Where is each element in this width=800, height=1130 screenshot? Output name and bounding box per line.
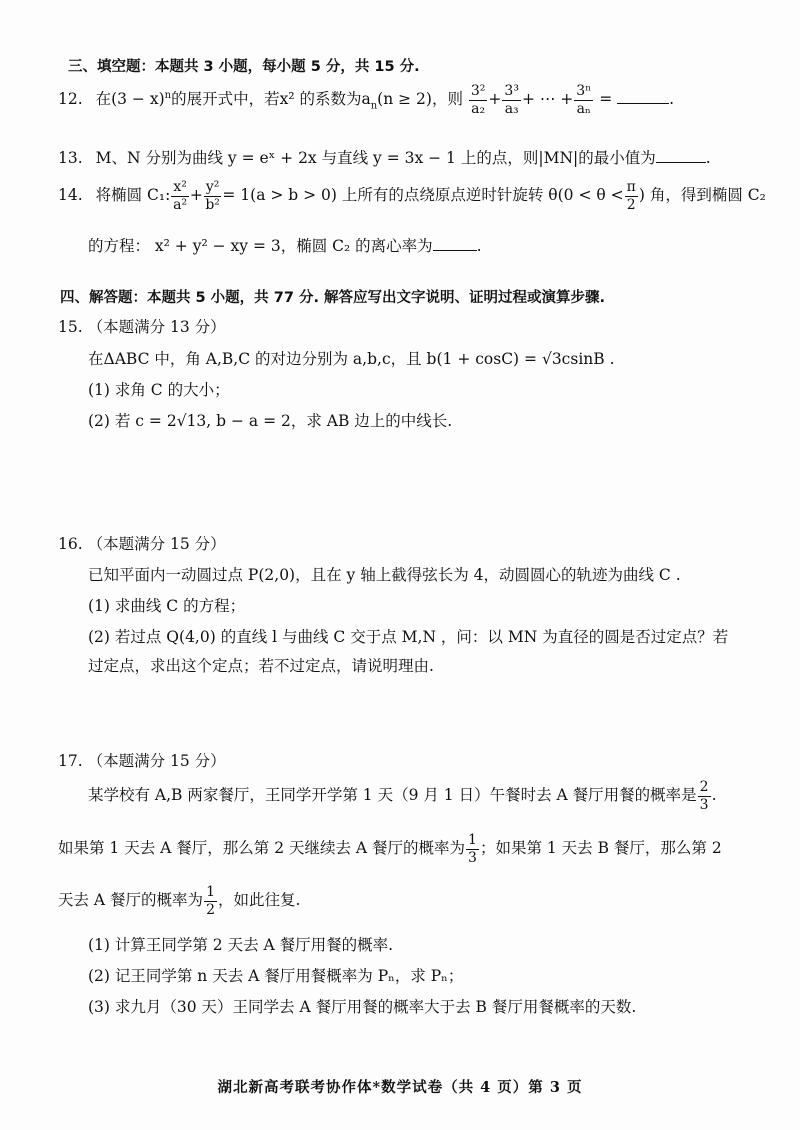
q17-sentence-2 [58,833,800,865]
q13-text: M、N 分别为曲线 y = eˣ + 2x 与直线 y = 3x − 1 上的点，则|MN|的最小值为 [95,149,656,167]
q14-plus: + [189,186,203,205]
q15-header: 15. （本题满分 13 分） [58,318,226,336]
q16-part-2b: 过定点，求出这个定点；若不过定点，请说明理由. [88,657,434,675]
q17-sentence-3 [58,885,800,917]
q16-header: 16. （本题满分 15 分） [58,535,226,553]
q15-stem: 在ΔABC 中，角 A,B,C 的对边分别为 a,b,c，且 b(1 + cosC) = √3csinB . [88,350,615,368]
q14-fraction-x: $\frac{\text{x²}}{\text{a²}}$ [173,179,188,213]
section-4-title: 四、解答题：本题共 5 小题，共 77 分. 解答应写出文字说明、证明过程或演算步骤. [60,290,606,306]
q17-header: 17. （本题满分 15 分） [58,752,226,770]
q17-s2-text: 如果第 1 天去 A 餐厅，那么第 2 天继续去 A 餐厅的概率为 [58,839,466,858]
q17-part-1: (1) 计算王同学第 2 天去 A 餐厅用餐的概率. [88,936,394,954]
q12-exp: n [164,90,172,102]
q16-stem: 已知平面内一动圆过点 P(2,0)，且在 y 轴上截得弦长为 4，动圆圆心的轨迹为曲线 C . [88,566,681,584]
q17-s2-end: ；如果第 1 天去 B 餐厅，那么第 2 [479,839,722,858]
q12-number: 12. [58,90,83,109]
q12-fraction-1: $\frac{\text{3²}}{\text{a₂}}$ [470,83,486,117]
q17-s1-text: 某学校有 A,B 两家餐厅，王同学开学第 1 天（9 月 1 日）午餐时去 A 餐厅用餐的概率是 [88,786,697,805]
q15-part-1: (1) 求角 C 的大小； [88,381,230,399]
page-footer: 湖北新高考联考协作体*数学试卷（共 4 页）第 3 页 [217,1079,583,1096]
q12-fraction-2: $\frac{\text{3³}}{\text{a₃}}$ [504,83,519,117]
q17-s3-end: ，如此往复. [217,891,301,910]
question-12: 12. 在$(3 - x)^n$的展开式中，若x² 的系数为$a_n(n \ge 2)$，则 $\frac{\text{3²}}{\text{a₂}}$ + $\frac{\text{3³}}{\text{a₃}}$ + ⋯ + $\frac{\text{3ⁿ}}{\text{aₙ}}$ = . [58,83,675,117]
q12-sub: n [370,100,378,112]
q12-cond: (n ≥ 2)，则 [377,90,463,109]
question-14 [58,180,800,212]
q14-text-c: ) 角，得到椭圆 C₂ [638,186,766,205]
q16-part-2a: (2) 若过点 Q(4,0) 的直线 l 与曲线 C 交于点 M,N ，问：以 MN 为直径的圆是否过定点？若 [88,628,729,646]
section-3-title: 三、填空题：本题共 3 小题，每小题 5 分，共 15 分. [68,59,420,75]
q16-part-1: (1) 求曲线 C 的方程； [88,597,246,615]
q14-fraction-pi: $\frac{\pi}{2}$ [626,179,636,213]
question-14-line-2: 的方程： x² + y² − xy = 3，椭圆 C₂ 的离心率为 . [88,237,482,255]
q12-pre: 在(3 − x) [95,90,165,109]
q13-number: 13. [58,149,83,167]
q12-equals: = [599,90,613,109]
q14-text-b: = 1(a > b > 0) 上所有的点绕原点逆时针旋转 θ(0 < θ < [222,186,624,205]
q17-fraction-2-3: $\frac{2}{3}$ [699,779,709,813]
q13-answer-blank [656,162,706,163]
question-13: 13. M、N 分别为曲线 y = eˣ + 2x 与直线 y = 3x − 1 上的点，则|MN|的最小值为 . [58,149,711,167]
q14-text-line2: 的方程： x² + y² − xy = 3，椭圆 C₂ 的离心率为 [88,237,433,255]
q14-number: 14. [58,186,83,205]
q17-fraction-1-3: $\frac{1}{3}$ [468,832,477,866]
q12-answer-blank [617,103,669,104]
q17-part-3: (3) 求九月（30 天）王同学去 A 餐厅用餐的概率大于去 B 餐厅用餐概率的天数. [88,998,637,1016]
q15-part-2: (2) 若 c = 2√13, b − a = 2，求 AB 边上的中线长. [88,412,453,430]
q17-s3-text: 天去 A 餐厅的概率为 [58,891,204,910]
q17-part-2: (2) 记王同学第 n 天去 A 餐厅用餐概率为 Pₙ，求 Pₙ； [88,967,464,985]
q12-fraction-n: $\frac{\text{3ⁿ}}{\text{aₙ}}$ [576,83,592,117]
q12-mid: 的展开式中，若x² 的系数为a [171,90,371,109]
q14-text-a: 将椭圆 C₁: [95,186,171,205]
q14-fraction-y: $\frac{\text{y²}}{\text{b²}}$ [205,179,220,213]
q17-sentence-1 [88,780,800,812]
q14-answer-blank [433,250,477,251]
q12-dots: + ⋯ + [521,90,574,109]
q17-fraction-1-2: $\frac{1}{2}$ [206,884,215,918]
q17-s1-end: . [711,786,717,805]
